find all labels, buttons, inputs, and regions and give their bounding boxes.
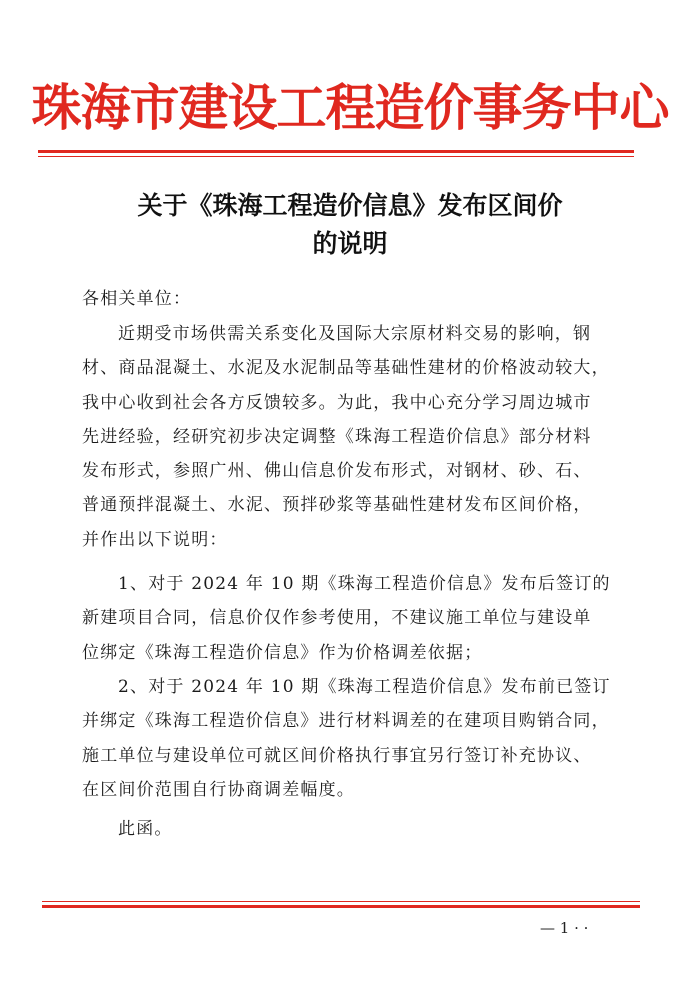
text-line: 在区间价范围自行协商调差幅度。 bbox=[82, 779, 355, 800]
footer-rule-thin bbox=[42, 901, 640, 902]
paragraph-intro bbox=[82, 317, 622, 557]
closing-text: 此函。 bbox=[118, 819, 173, 839]
text-line: 位绑定《珠海工程造价信息》作为价格调差依据； bbox=[82, 642, 483, 663]
closing-line bbox=[82, 812, 622, 846]
text-line: 并绑定《珠海工程造价信息》进行材料调差的在建项目购销合同， bbox=[82, 711, 610, 732]
text-line: 发布形式，参照广州、佛山信息价发布形式，对钢材、砂、石、 bbox=[82, 461, 592, 482]
text-line: 近期受市场供需关系变化及国际大宗原材料交易的影响，钢 bbox=[118, 324, 592, 344]
header-rule-thick bbox=[38, 150, 634, 153]
text-line: 1、对于 2024 年 10 期《珠海工程造价信息》发布后签订的 bbox=[118, 574, 611, 594]
text-line: 施工单位与建设单位可就区间价格执行事宜另行签订补充协议、 bbox=[82, 745, 592, 766]
text-line: 先进经验，经研究初步决定调整《珠海工程造价信息》部分材料 bbox=[82, 426, 592, 447]
organization-header: 珠海市建设工程造价事务中心 bbox=[31, 78, 669, 137]
document-title-line-1: 关于《珠海工程造价信息》发布区间价 bbox=[137, 191, 563, 220]
text-line: 2、对于 2024 年 10 期《珠海工程造价信息》发布前已签订 bbox=[118, 677, 611, 697]
paragraph-item-1 bbox=[82, 567, 622, 670]
text-line: 材、商品混凝土、水泥及水泥制品等基础性建材的价格波动较大， bbox=[82, 358, 610, 379]
text-line: 新建项目合同，信息价仅作参考使用，不建议施工单位与建设单 bbox=[82, 608, 592, 629]
text-line: 我中心收到社会各方反馈较多。为此，我中心充分学习周边城市 bbox=[82, 392, 592, 413]
text-line: 普通预拌混凝土、水泥、预拌砂浆等基础性建材发布区间价格， bbox=[82, 495, 592, 516]
salutation: 各相关单位： bbox=[82, 289, 192, 309]
paragraph-item-2 bbox=[82, 670, 622, 807]
page-number: — 1 · · bbox=[540, 919, 589, 937]
text-line: 并作出以下说明： bbox=[82, 529, 228, 550]
header-rule-thin bbox=[38, 156, 634, 157]
footer-rule-thick bbox=[42, 905, 640, 908]
document-title-line-2: 的说明 bbox=[312, 229, 388, 258]
